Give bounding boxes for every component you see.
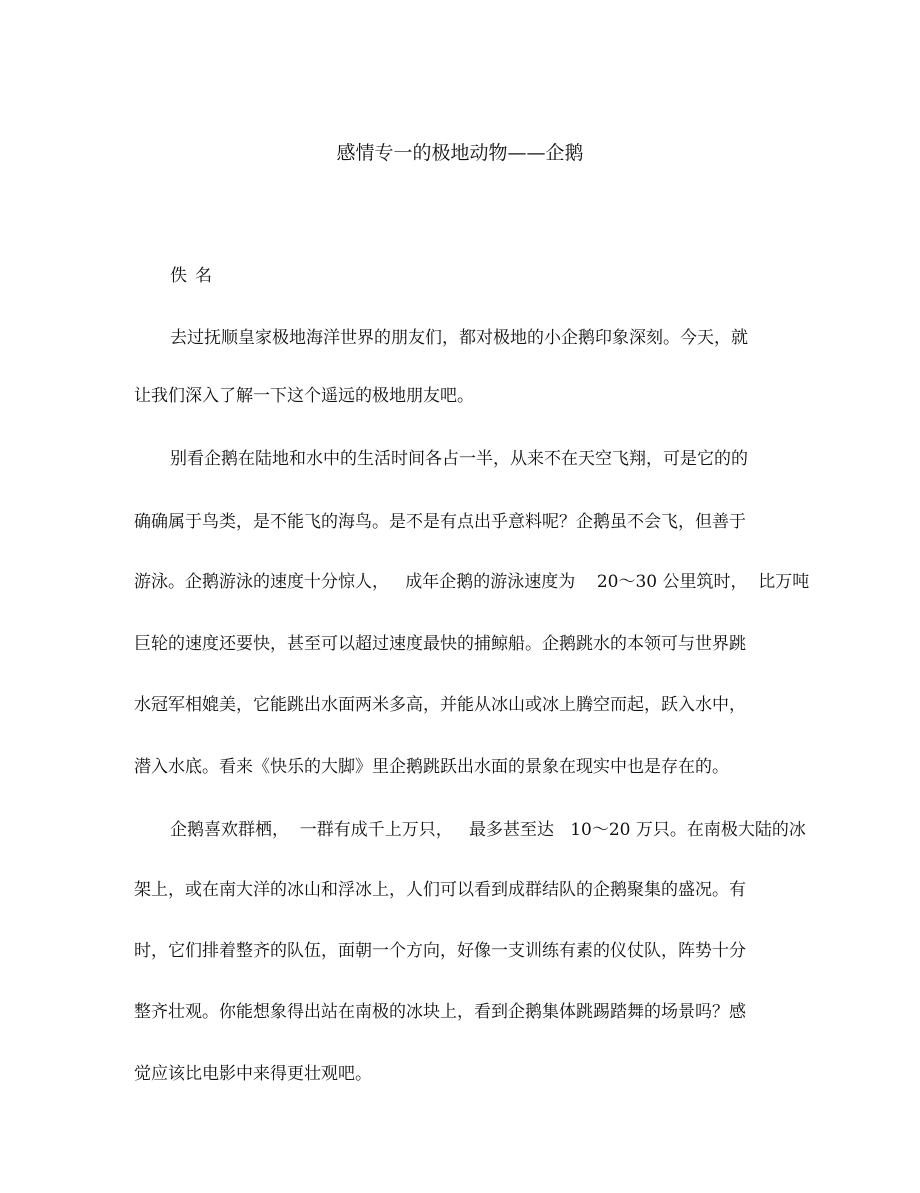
paragraph-line: 整齐壮观。你能想象得出站在南极的冰块上，看到企鹅集体跳踢踏舞的场景吗？感: [134, 1002, 746, 1022]
paragraph-line: 确确属于鸟类，是不能飞的海鸟。是不是有点出乎意料呢？企鹅虽不会飞，但善于: [134, 512, 746, 532]
paragraph-line: 企鹅喜欢群栖， 一群有成千上万只， 最多甚至达 10～20 万只。在南极大陆的冰: [170, 820, 806, 840]
paragraph-line: 别看企鹅在陆地和水中的生活时间各占一半，从来不在天空飞翔，可是它的的: [170, 449, 748, 469]
paragraph-line: 水冠军相媲美，它能跳出水面两米多高，并能从冰山或冰上腾空而起，跃入水中，: [134, 695, 746, 715]
paragraph-line: 架上，或在南大洋的冰山和浮冰上，人们可以看到成群结队的企鹅聚集的盛况。有: [134, 880, 746, 900]
paragraph-line: 巨轮的速度还要快，甚至可以超过速度最快的捕鲸船。企鹅跳水的本领可与世界跳: [134, 634, 746, 654]
author-name: 佚名: [170, 266, 220, 286]
paragraph-line: 让我们深入了解一下这个遥远的极地朋友吧。: [134, 386, 474, 406]
article-title: 感情专一的极地动物——企鹅: [336, 142, 584, 164]
paragraph-line: 游泳。企鹅游泳的速度十分惊人， 成年企鹅的游泳速度为 20～30 公里筑时， 比万吨: [134, 572, 810, 592]
paragraph-line: 觉应该比电影中来得更壮观吧。: [134, 1064, 372, 1084]
paragraph-line: 时，它们排着整齐的队伍，面朝一个方向，好像一支训练有素的仪仗队，阵势十分: [134, 941, 746, 961]
paragraph-line: 潜入水底。看来《快乐的大脚》里企鹅跳跃出水面的景象在现实中也是存在的。: [134, 757, 729, 777]
paragraph-line: 去过抚顺皇家极地海洋世界的朋友们，都对极地的小企鹅印象深刻。今天，就: [170, 328, 748, 348]
